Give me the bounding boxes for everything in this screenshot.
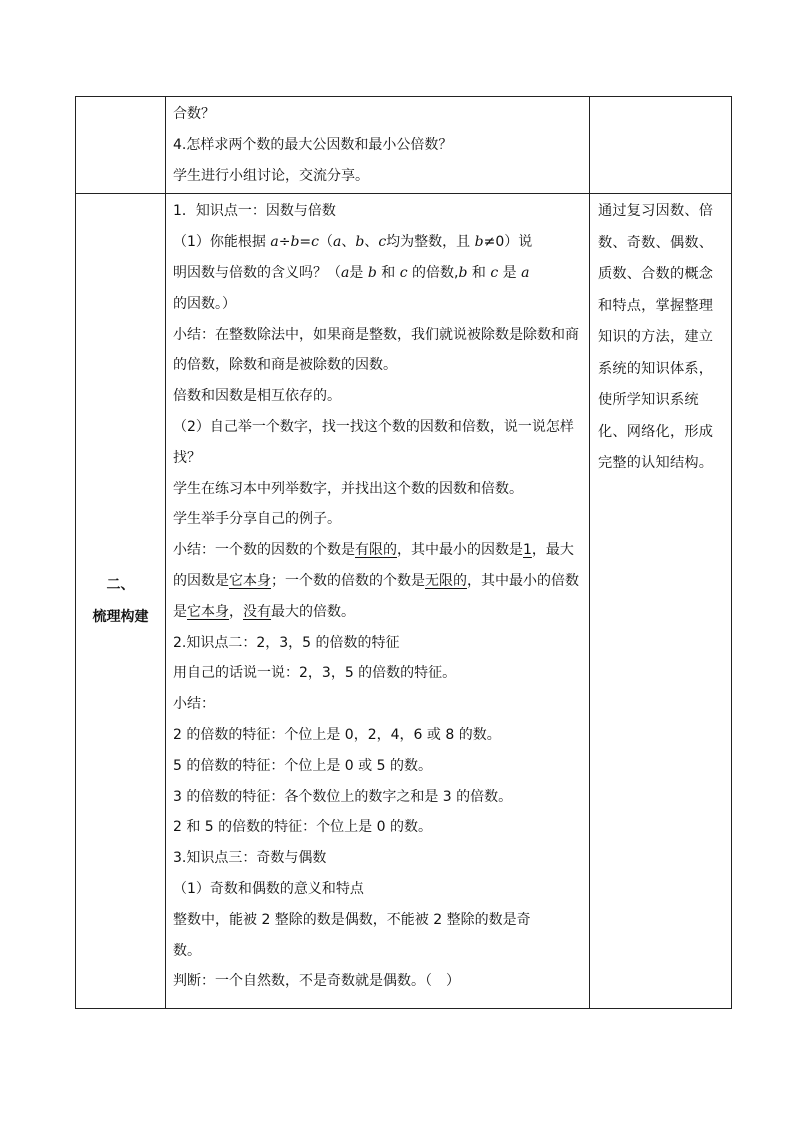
- kp1-question-1-line-1: （1）你能根据 a÷b=c（a、b、c均为整数，且 b≠0）说: [173, 234, 533, 251]
- kp3-judgement: 判断：一个自然数，不是奇数就是偶数。（ ）: [173, 973, 460, 990]
- kp2-rule-2-and-5: 2 和 5 的倍数的特征：个位上是 0 的数。: [173, 819, 432, 836]
- kp1-heading: 1．知识点一：因数与倍数: [173, 203, 336, 220]
- kp3-definition-line-1: 整数中，能被 2 整除的数是偶数，不能被 2 整除的数是奇: [173, 911, 531, 928]
- lesson-plan-table: [75, 96, 732, 1009]
- goal-cell: [590, 194, 732, 1009]
- kp2-rule-2: 2 的倍数的特征：个位上是 0，2，4，6 或 8 的数。: [173, 726, 501, 743]
- phase-title: 梳理构建: [92, 609, 149, 626]
- kp1-question-1-line-3: 的因数。）: [173, 295, 236, 312]
- table-row: [76, 97, 732, 194]
- text-line: 4.怎样求两个数的最大公因数和最小公倍数？: [173, 136, 453, 153]
- kp2-rule-3: 3 的倍数的特征：各个数位上的数字之和是 3 的倍数。: [173, 788, 513, 805]
- text-line: 学生进行小组讨论，交流分享。: [173, 167, 369, 184]
- phase-cell: [76, 194, 166, 1009]
- kp1-question-1-line-2: 明因数与倍数的含义吗？（a是 b 和 c 的倍数,b 和 c 是 a: [173, 264, 530, 281]
- kp1-summary-2: 小结：一个数的因数的个数是有限的，其中最小的因数是1，最大的因数是它本身；一个数的倍数的个数是无限的，其中最小的倍数是它本身，没有最大的倍数。: [173, 542, 579, 620]
- phase-cell-empty: [76, 97, 166, 194]
- content-cell: [166, 194, 590, 1009]
- teaching-goal-text: 通过复习因数、倍数、奇数、偶数、质数、合数的概念和特点，掌握整理知识的方法，建立系统的知识体系，使所学知识系统化、网络化，形成完整的认知结构。: [598, 203, 714, 472]
- kp2-prompt: 用自己的话说一说：2，3，5 的倍数的特征。: [173, 665, 457, 682]
- kp1-activity-1: 学生在练习本中列举数字，并找出这个数的因数和倍数。: [173, 480, 523, 497]
- kp1-summary-1: 小结：在整数除法中，如果商是整数，我们就说被除数是除数和商的倍数，除数和商是被除数的因数。: [173, 326, 579, 374]
- goal-cell-empty: [590, 97, 732, 194]
- kp2-rule-5: 5 的倍数的特征：个位上是 0 或 5 的数。: [173, 757, 432, 774]
- content-cell-top: [166, 97, 590, 194]
- phase-number: 二、: [106, 577, 135, 594]
- kp3-heading: 3.知识点三：奇数与偶数: [173, 850, 327, 867]
- text-line: 合数？: [173, 106, 215, 122]
- kp2-heading: 2.知识点二：2，3，5 的倍数的特征: [173, 634, 400, 651]
- kp1-dependency: 倍数和因数是相互依存的。: [173, 388, 341, 405]
- table-row: [76, 194, 732, 1009]
- kp3-definition-line-2: 数。: [173, 942, 201, 959]
- kp1-activity-2: 学生举手分享自己的例子。: [173, 511, 341, 528]
- kp1-question-2: （2）自己举一个数字，找一找这个数的因数和倍数，说一说怎样找？: [173, 418, 574, 466]
- kp3-subheading: （1）奇数和偶数的意义和特点: [173, 880, 364, 897]
- kp2-summary-label: 小结：: [173, 696, 215, 713]
